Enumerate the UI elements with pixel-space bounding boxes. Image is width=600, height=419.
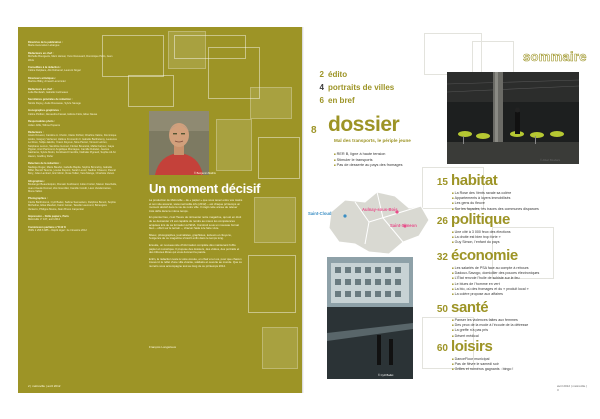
section-items — [452, 191, 539, 212]
section-num: 50 — [436, 304, 448, 315]
deco-square — [258, 137, 300, 179]
map-marker — [343, 214, 346, 217]
credit-heading: Iconographes-graphistes : — [28, 109, 61, 113]
section-item: ■ La greffe n'a pas pris — [452, 328, 528, 333]
hero-photo — [447, 72, 579, 164]
portrait-photo — [149, 111, 209, 175]
section-item: ■ La Rose des Vents ravale sa colère — [452, 191, 539, 196]
credit-text: Nadiège Roger, Marie Baudet, Isabelle Baptia, Sophie Bonnefoy, Isabelle Biffet, Benoît Taverre, Louise Dupont, Sarah Lenoir, Nadine Chauvet, Pascal Bory, Jules Lambert, Éric Morin, Rose Tellier, Vera Mange, Charlotte Vanon — [28, 165, 116, 176]
section-items — [452, 318, 528, 339]
section-title: santé — [451, 299, 489, 316]
credit-heading: Responsables photo : — [28, 120, 56, 124]
toc-entry-label: en bref — [328, 96, 355, 105]
deco-square — [254, 197, 296, 243]
editorial-paragraph: Mieux, photographes, journalistes, graphistes, lecteurs et citoyens, l'exigence de ce magazine s'inscrit enfin dans le temps long. — [149, 232, 232, 241]
editorial-paragraph: La production de Métroville – de « papier » que vous tenez entre vos mains et son site associé, www.metroville.info (2012) – est chaque printemps un moment décisif dans la vie de notre ville. Il s'agit cette année de relever trois défis dans le même temps. — [149, 198, 243, 213]
editorial-paragraph: Ensuite, un nouveau site d'information complète dès maintenant l'offre papier et numérique. Il propose des dossiers, des vidéos, des portraits et des tribunes libres qui vous donnent la parole. — [149, 242, 240, 255]
section-habitat[interactable] — [430, 172, 497, 190]
section-economie[interactable] — [430, 247, 518, 265]
section-title: économie — [451, 247, 518, 264]
hero-caption: © Albert Boudaris — [540, 159, 561, 162]
credit-text: Leila Benfatah, Isabelle Guilmeaux — [28, 91, 69, 95]
section-item: ■ Appartements à loyers immobilisés — [452, 196, 539, 201]
toc-entry-num: 6 — [319, 96, 324, 105]
section-item: ■ Désert médical — [452, 334, 528, 339]
section-item: ■ L'État renvoie l'huile de schiste sur le feu — [452, 276, 539, 281]
credit-text: Anaïs Duveret, Caroline A. Chotin, Claire Fichtel, Charline Valore, Dominique Andre, Grégory Verlamel, Hélène Fromentin F. Isabelle Barthelemy, Laurence Le Roux, Sofija Jakobs, Yoann Doyoux, Nina Pierret, Vincent Lebrun, Stéphane Leroux, Sandrine Gonnet, Florian Boucetté, Mafia Farjoux, Gaya Pignier, Amir Parimond, Angélique Montague, Camille Dubelet, Jeanne Sasharne, Sylvie Mutin, Ferdinand Franzilis, Nathalie Pignault, Sophie Ail Ait Hacen, Godfrey Dufer — [28, 134, 117, 158]
dossier-bullet: ■ RER B, ligne à haute tension — [334, 152, 403, 158]
section-item: ■ Dadoux-Savogo, domicilier des pouces électroniques — [452, 271, 539, 276]
portrait-illustration — [149, 111, 209, 175]
folio-right: avril 2012 | métroville | 3 — [557, 384, 587, 392]
section-item: ■ Guy Simon, l'enfant du pays — [452, 240, 511, 245]
section-item: ■ La droite est bien trop forte » — [452, 235, 511, 240]
credit-heading: Directrice de la publication : — [28, 41, 63, 44]
city-photo — [327, 257, 413, 379]
section-loisirs[interactable] — [430, 338, 492, 356]
credit-heading: Infographies : — [28, 179, 46, 183]
dossier-bullets — [334, 152, 403, 169]
deco-square — [248, 255, 296, 313]
credit-heading: Rédacteurs en chef : — [28, 51, 54, 55]
section-num: 15 — [436, 177, 448, 188]
section-item: ■ Une cité à 3 000 feux des élections — [452, 230, 511, 235]
dossier-subtitle: Mal des transports, le périple jeune — [334, 138, 411, 143]
section-politique[interactable] — [430, 211, 510, 229]
credit-text: Métroville n° 167, avril 2012 — [28, 218, 61, 222]
editorial-paragraph: Enfin, la rédaction reste à votre écoute, en chair et en os, pour que chacun trouve ici le reflet d'une ville vivante, solidaire et ouverte au monde. Que ce numéro vous accompagne tout au long de ce printemps 2012. — [149, 256, 242, 268]
dossier-title[interactable]: dossier — [328, 113, 400, 136]
section-item: ■ Panser les violences faites aux femmes — [452, 318, 528, 323]
dossier-bullet: ■ Stimuler le transports — [334, 158, 403, 164]
credit-text: Boulanger Beauclerquin, Romain Ferdinand, Julien Fortier, Manon Deschelle, Jean-Claude Donnel, Zoé Gremillet, Camille Condit, Léon Vanderzanten, Mona Vallon — [28, 183, 117, 193]
section-item: ■ Les gens du fleuve — [452, 201, 539, 206]
deco-square — [128, 75, 174, 107]
region-map — [325, 182, 435, 262]
credit-heading: Relecture de la rédaction : — [28, 162, 61, 166]
credits-column — [28, 41, 118, 237]
section-item: ■ Le blues de l'homme en vert — [452, 282, 539, 287]
left-page — [18, 27, 302, 393]
photo-caption: © Cyril Badet — [378, 374, 394, 377]
metro-station-illustration — [447, 72, 579, 164]
section-title: loisirs — [451, 338, 493, 355]
credit-heading: Directeurs artistiques : — [28, 76, 57, 80]
photo-caption: © Benjamin Mathis — [194, 172, 216, 175]
credit-heading: Rédacteurs : — [28, 130, 44, 134]
deco-square — [216, 119, 252, 171]
section-item: ■ La bio, où des fromages et du « produit local » — [452, 287, 539, 292]
city-illustration — [327, 257, 413, 379]
right-page — [302, 27, 587, 393]
credit-text: Cécile Bartholomé, Cyril Badet, Sabine Samuelson, Delphine Benoit, Sophie Micheline, Elisa Maxdeit, Katrin Goran, Tassilio Laumond, Bérengère Vanterre, Philippe Moore, Alain Bruno Carpentier — [28, 200, 116, 211]
editorial-headline: Un moment décisif — [149, 181, 261, 196]
magazine-spread — [18, 27, 587, 393]
deco-square — [262, 327, 298, 369]
credit-text: Marie-Geneviève Lebargue — [28, 44, 60, 48]
credit-text: Céline Delplace, Alix Duhamel, Laurent Nogal — [28, 69, 81, 73]
deco-square — [250, 87, 292, 119]
editorial-body — [149, 199, 243, 272]
dossier-bullet: ■ Pas de desserte au pays des fromages — [334, 163, 403, 169]
spread-fold — [302, 27, 304, 393]
toc-entry-edito[interactable] — [311, 70, 347, 79]
folio-left: 2 | métroville | avril 2012 — [28, 384, 61, 388]
section-items — [452, 230, 511, 246]
map-label-city1: Saint-Cloud — [308, 211, 332, 216]
credit-heading: Conseillère à la rédaction : — [28, 66, 62, 70]
section-sante[interactable] — [430, 299, 488, 317]
map-label-city2: Aulnay-sous-Bois — [362, 207, 398, 212]
section-title: habitat — [451, 172, 498, 189]
section-items — [452, 266, 539, 297]
section-title: politique — [451, 211, 510, 228]
credit-text: Michelle Bourgeois, Marc Hersat, Yann Renouard, Dominique Pétin, Jean Wets — [28, 55, 113, 62]
credit-heading: Secrétaires générales de rédaction : — [28, 98, 73, 102]
deco-square — [174, 35, 246, 59]
section-item: ■ Grilles et numéros gagnants : bingo ! — [452, 367, 513, 372]
map-label-city3: Saint-Simeon — [390, 223, 417, 228]
credit-text: Julien Joffe, Wilma Poparos — [28, 123, 61, 127]
dossier-page-num: 8 — [311, 125, 317, 136]
section-num: 26 — [436, 216, 448, 227]
section-item: ■ Des yeux de la mode à l'écoute de la détresse — [452, 323, 528, 328]
toc-entry-label: édito — [328, 70, 348, 79]
section-num: 60 — [436, 343, 448, 354]
section-item: ■ Les salariés de PSA face au compte à rebours — [452, 266, 539, 271]
section-item: ■ Sur les façades, les traces des communes disparues — [452, 207, 539, 212]
toc-entry-portraits[interactable] — [311, 83, 394, 92]
section-item: ■ Pas de fièvre le samedi soir — [452, 362, 513, 367]
credit-heading: Rédacteurs en chef : — [28, 87, 54, 91]
section-items — [452, 357, 513, 373]
editorial-signature: François Longérieux — [149, 345, 177, 349]
credit-text: Céline Poillorc, Alexandra Fassal, Hélène Fétis, Elise Nause — [28, 112, 98, 116]
section-item: ■ La colère propose aux affaires — [452, 292, 539, 297]
credit-text: Nicole Dupuy, Aude Rousseau, Sylvie Savage — [28, 101, 81, 105]
toc-entry-en-bref[interactable] — [311, 96, 355, 105]
credit-heading: Commission paritaire n°1112 K — [28, 225, 66, 229]
credit-heading: Photographies : — [28, 197, 48, 201]
credit-text: Martine Bâby, Arnaud Lemonnier — [28, 80, 66, 84]
toc-entry-num: 2 — [319, 70, 324, 79]
section-num: 32 — [436, 252, 448, 263]
editorial-paragraph: En premier lieu, c'est l'heure de réinventer notre magazine, qui est en droit de se demander s'il est capable de rendre au mieux les compétences acquises lors de sa formation à l'ENA. Construit sous un nouveau format bien – offert sur le terrain –, chacun l'aide à le faire vivre. — [149, 215, 242, 231]
credit-heading: Impression – Dolle papiers, Paris — [28, 215, 69, 219]
section-item: ■ DanceFloor municipal — [452, 357, 513, 362]
toc-entry-label: portraits de villes — [328, 83, 395, 92]
sommaire-title: sommaire — [523, 49, 587, 64]
deco-square — [472, 41, 514, 73]
credit-text: ISSN 1 296 6 985 – Dépôt légal : 2e trimestre 2012 — [28, 229, 87, 233]
toc-entry-num: 4 — [319, 83, 324, 92]
